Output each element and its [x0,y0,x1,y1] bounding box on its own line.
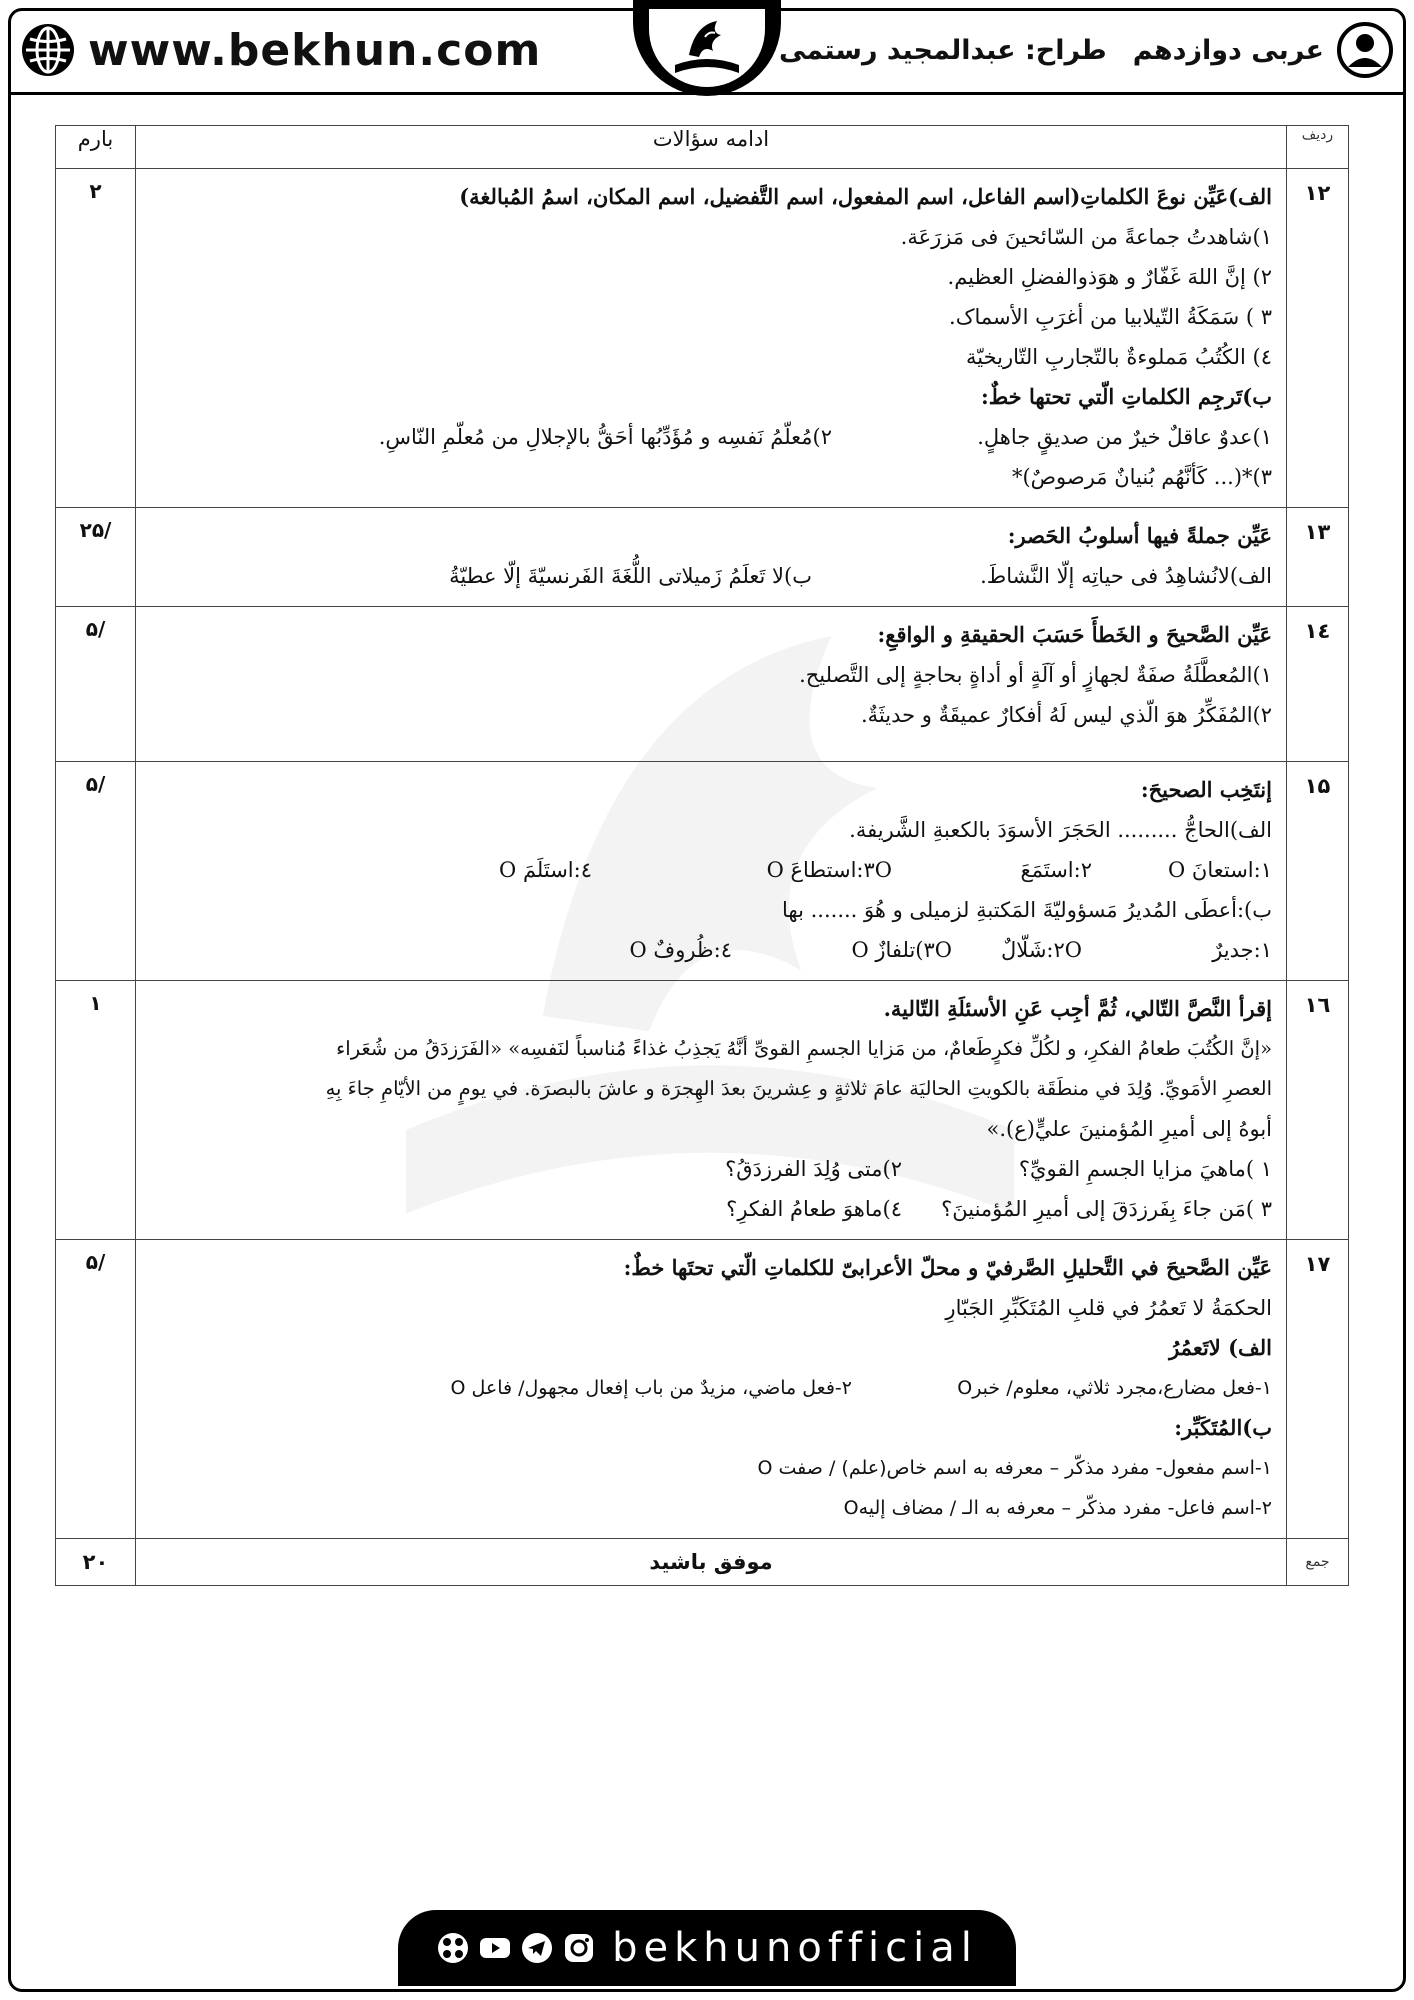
question-number: ۱٤ [1287,607,1349,762]
q17-heading: عَیِّن الصَّحیحَ في التَّحلیلِ الصَّرفيّ و محلّ الأعرابیّ للکلماتِ الّتي تحتَها خطٌ: [623,1255,1272,1280]
q16-question-1: ۱ )ماهيَ مزایا الجسمِ القويِّ؟ [1018,1157,1272,1181]
q15-a-option-4[interactable]: ٤:استَلَمَ O [499,858,592,882]
q15-a-option-1[interactable]: ۱:استعانَ O [1168,858,1272,882]
q14-item-1: ۱)المُعطَّلَةُ صفَةٌ لجهازٍ أو آلَةٍ أو أداةٍ بحاجةٍ إلی التَّصلیح. [799,663,1272,687]
question-row-15 [56,762,1349,981]
table-header [56,126,1349,169]
col-header-score: بارم [56,126,136,169]
total-row [56,1539,1349,1586]
subject: عربی دوازدهم [1132,34,1324,66]
q15-b-option-2[interactable]: ۲O:شَلّالٌ [1001,938,1082,962]
q12-item-3: ۳ ) سَمَکَةُ التّیلابیا من أغرَبِ الأسماک. [949,305,1272,329]
q17-a-option-1[interactable]: ۱-فعل مضارع،مجرد ثلاثي، معلوم/ خبرO [957,1377,1272,1399]
designer-name: عبدالمجید رستمی [778,34,1016,66]
globe-icon [20,22,76,78]
q12-item-4: ٤) الکُتُبُ مَملوءةٌ بالتّجاربِ التّاریخیّة [966,345,1272,369]
q17-b-option-1[interactable]: ۱-اسم مفعول- مفرد مذکّر – معرفه به اسم خاص(علم) / صفت O [757,1457,1272,1479]
instagram-icon[interactable] [562,1931,596,1965]
site-link[interactable] [20,18,541,82]
q15-b-option-1[interactable]: ۱:جدیرٌ [1212,938,1272,962]
q14-heading: عَیِّن الصَّحیحَ و الخَطأَ حَسَبَ الحقیقةِ و الواقعِ: [877,622,1272,647]
question-row-12 [56,169,1349,508]
q12-translate-2: ۲)مُعلّمُ نَفسِه و مُؤَدِّبُها أحَقُّ بالإجلالِ من مُعلّمِ النّاسِ. [378,425,832,449]
question-row-14 [56,607,1349,762]
question-score: ۲ [56,169,136,508]
q16-question-4: ٤)ماهوَ طعامُ الفکرِ؟ [726,1197,902,1221]
q15-b-option-4[interactable]: ٤:ظُروفٌ O [629,938,732,962]
questions-table [55,125,1349,1586]
telegram-icon[interactable] [520,1931,554,1965]
q15-a-option-3[interactable]: ۳O:استطاعَ O [766,858,892,882]
q15-a-option-2[interactable]: ۲:استَمَعَ [1020,858,1092,882]
question-score: /۵ [56,762,136,981]
aparat-icon[interactable] [436,1931,470,1965]
q15-part-a: الف)الحاجُّ ......... الحَجَرَ الأسوَدَ بالکعبةِ الشَّریفة. [849,818,1272,842]
social-footer [398,1910,1016,1986]
q15-b-option-3[interactable]: ۳O)تلفازٌ O [851,938,952,962]
question-row-17 [56,1240,1349,1539]
header [0,0,1414,100]
q16-question-3: ۳ )مَن جاءَ بِفَرزدَقَ إلی أمیرِ المُؤمنینَ؟ [941,1197,1272,1221]
designer-label: طراح: [1024,34,1107,66]
q12-translate-3: ۳)*(... کَأنَّهُم بُنیانٌ مَرصوصٌ)* [1011,465,1272,489]
social-handle[interactable]: bekhunofficial [612,1925,978,1971]
question-score: /۲۵ [56,508,136,607]
question-number: ۱۲ [1287,169,1349,508]
question-number: ۱٦ [1287,981,1349,1240]
q16-passage-2: العصرِ الأمَويِّ. وُلِدَ في منطَقَة بالکویتِ الحالیَة عامَ ثلاثةٍ و عِشرینَ بعدَ الهِجرَة و عاشَ بالبصرَة. في یومٍ من الأیّامِ جاءَ بِهِ [325,1077,1272,1100]
q14-item-2: ۲)المُفَکِّرُ هوَ الّذي لیس لَهُ أفکارٌ عمیقَةٌ و حدیثَةٌ. [861,703,1272,727]
total-label: جمع [1287,1539,1349,1586]
question-number: ۱۵ [1287,762,1349,981]
question-score: /۵ [56,607,136,762]
q12-item-1: ۱)شاهدتُ جماعةً من السّائحینَ فی مَزرَعَة. [900,225,1272,249]
user-icon [1336,21,1394,79]
q17-a-option-2[interactable]: ۲-فعل ماضي، مزیدٌ من باب إفعال مجهول/ فاعل O [450,1377,852,1399]
question-score: /۵ [56,1240,136,1539]
site-url[interactable]: www.bekhun.com [88,24,542,76]
q12-translate-1: ۱)عدوٌ عاقلٌ خیرٌ من صدیقٍ جاهلٍ. [977,425,1272,449]
q13-heading: عَیِّن جملةً فیها أسلوبُ الحَصر: [1007,523,1272,548]
q13-option-b: ب)لا تَعلَمُ زَمیلاتی اللُّغَةَ الفَرنسیّةَ إلّا عطیّةُ [449,564,812,588]
book-logo-icon [649,9,765,87]
q16-passage-1: «إنَّ الکُتُبَ طعامُ الفکرِ، و لکُلِّ فکرٍطَعامٌ، من مَزایا الجسمِ القویِّ أنَّهُ یَجذِبُ غذاءً مُناسباً لنَفسِه» «الفَرَزدَقُ من شُعَراء [336,1037,1272,1060]
question-row-13 [56,508,1349,607]
question-number: ۱۳ [1287,508,1349,607]
q17-sentence: الحکمَةُ لا تَعمُرُ في قلبِ المُتَکَبِّرِ الجَبّارِ [945,1296,1272,1320]
q15-heading: إنتَخِب الصحیحَ: [1140,777,1272,802]
q15-part-b: ب):أعطَی المُدیرُ مَسؤولیّةَ المَکتبةِ لزمیلی و هُوَ ....... بها [782,898,1272,922]
q17-b-option-2[interactable]: ۲-اسم فاعل- مفرد مذکّر – معرفه به الـ / مضاف إلیهO [843,1497,1272,1519]
q12-heading: الف)عَیِّن نوعَ الکلماتِ(اسم الفاعل، اسم المفعول، اسم التَّفضیل، اسم المکان، اسمُ المُبالغة) [459,184,1272,209]
q16-passage-3: أبوهُ إلی أمیرِ المُؤمنینَ عليٍّ(ع).» [986,1117,1272,1141]
question-row-16 [56,981,1349,1240]
question-score: ۱ [56,981,136,1240]
youtube-icon[interactable] [478,1931,512,1965]
col-header-no: ردیف [1287,126,1349,169]
q16-question-2: ۲)متی وُلِدَ الفرزدَقُ؟ [725,1157,902,1181]
col-header-questions: ادامه سؤالات [136,126,1287,169]
q17-part-b: ب)المُتَکَبِّر: [1174,1415,1272,1440]
q17-part-a: الف) لاتَعمُرُ [1169,1335,1272,1360]
exam-title [779,18,1394,82]
closing-text: موفق باشید [136,1539,1287,1586]
q12-item-2: ۲) إنَّ اللهَ غَفّارٌ و هوَذوالفضلِ العظیم. [947,265,1272,289]
q12-subheading: ب)تَرجِم الکلماتِ الّتي تحتها خطٌ: [981,384,1272,409]
question-number: ۱۷ [1287,1240,1349,1539]
q16-heading: إقرأ النَّصَّ التّالي، ثُمَّ أجِب عَنِ الأسئلَةِ التّالیة. [883,996,1272,1021]
q13-option-a: الف)لانُشاهِدُ فی حیاتِه إلّا النَّشاطَ. [980,564,1272,588]
total-score: ۲۰ [56,1539,136,1586]
